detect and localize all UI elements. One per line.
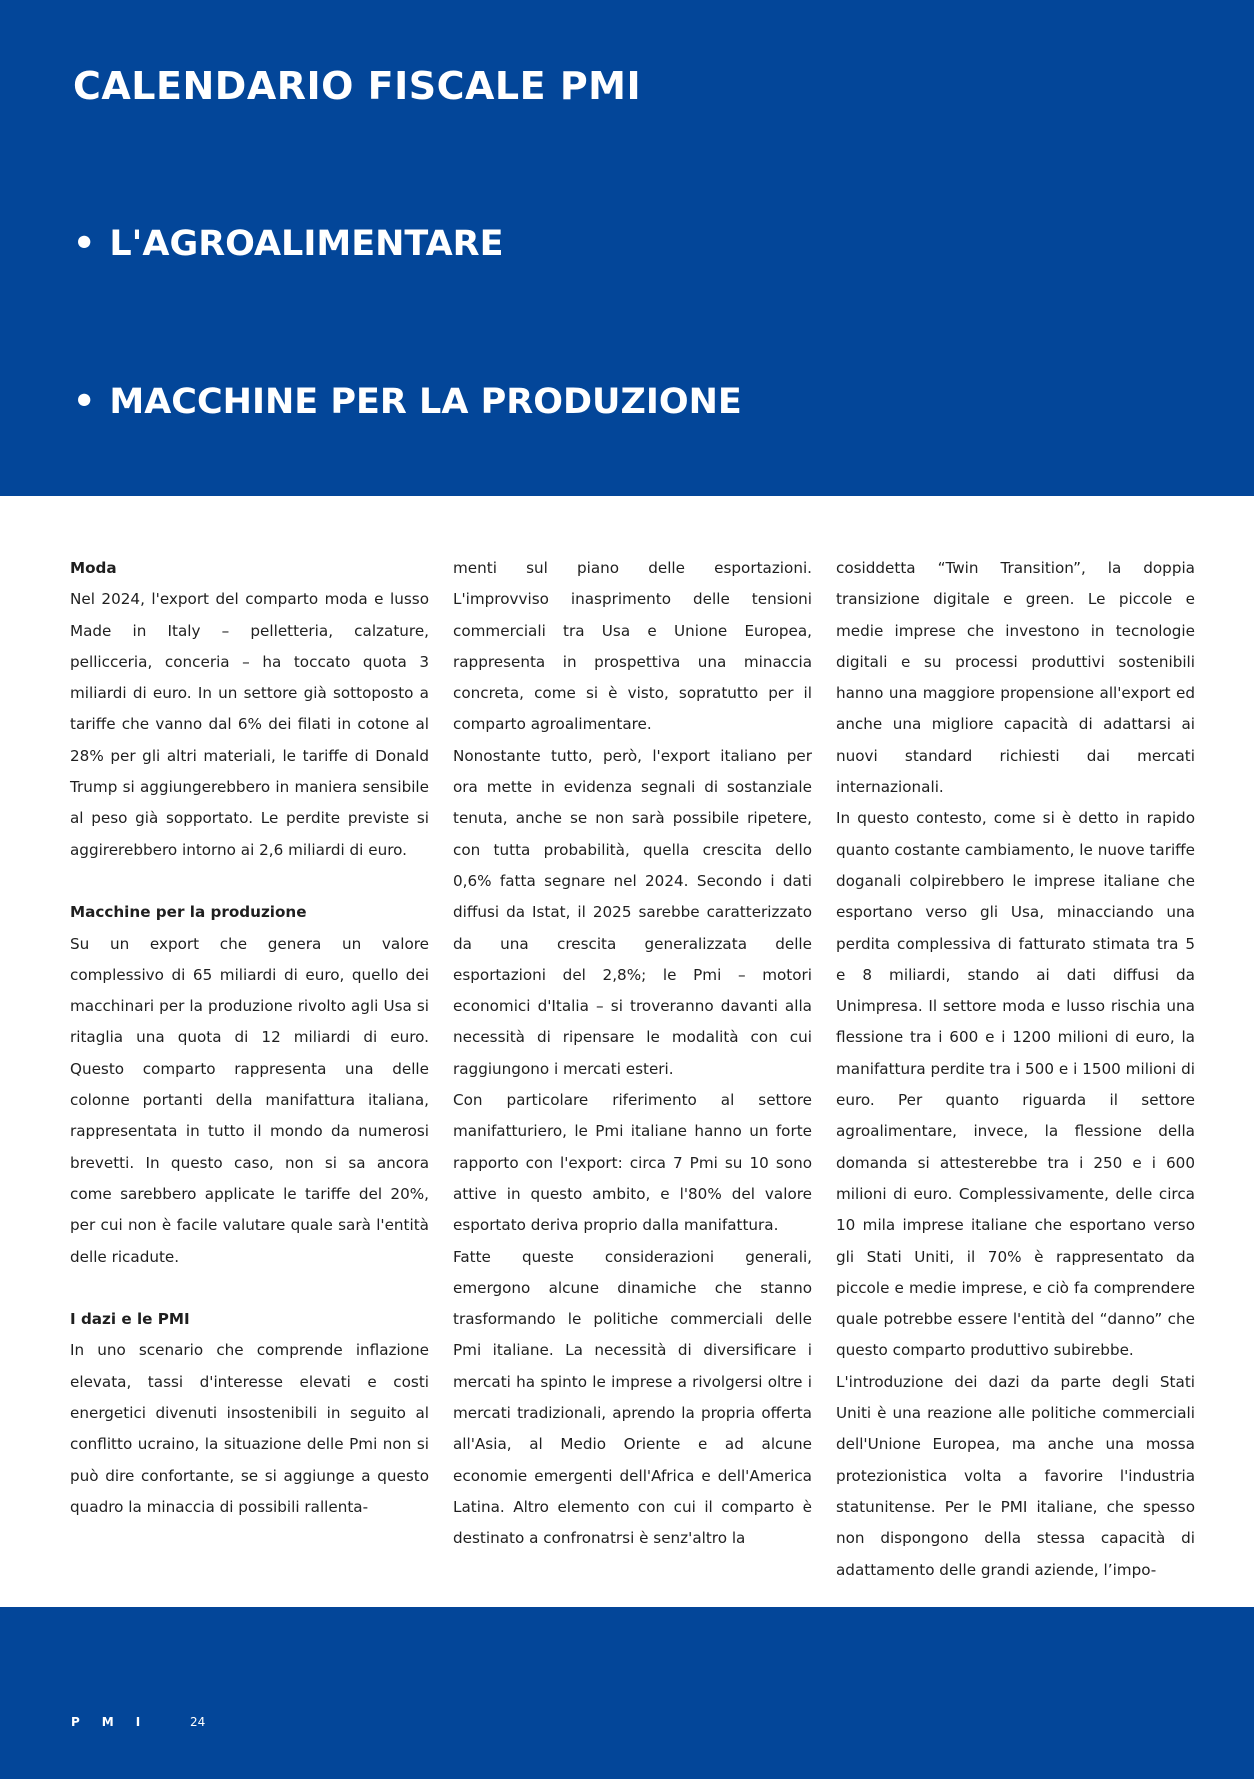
subheading-macchine: Macchine per la produzione [70, 903, 307, 922]
section-title-macchine [73, 382, 742, 422]
article-column-2 [453, 553, 812, 1555]
bullet-icon: • [73, 382, 96, 422]
footer-publication-label: PMI [71, 1715, 163, 1729]
subheading-dazi: I dazi e le PMI [70, 1310, 190, 1329]
article-body [70, 553, 1198, 1579]
paragraph: Nonostante tutto, però, l'export italiano per ora mette in evidenza segnali di sostanziale tenuta, anche se non sarà possibile ripetere, con tutta probabilità, quella crescita dello 0,6% fatta segnare nel 2024. Secondo i dati diffusi da Istat, il 2025 sarebbe caratterizzato da una crescita generalizzata delle esportazioni del 2,8%; le Pmi – motori economici d'Italia – si troveranno davanti alla necessità di ripensare le modalità con cui raggiungono i mercati esteri. [453, 746, 812, 1078]
paragraph: Su un export che genera un valore complessivo di 65 miliardi di euro, quello dei macchinari per la produzione rivolto agli Usa si ritaglia una quota di 12 miliardi di euro. Questo comparto rappresenta una delle colonne portanti della manifattura italiana, rappresentata in tutto il mondo da numerosi brevetti. In questo caso, non si sa ancora come sarebbero applicate le tariffe del 20%, per cui non è facile valutare quale sarà l'entità delle ricadute. [70, 934, 429, 1266]
paragraph: cosiddetta “Twin Transition”, la doppia transizione digitale e green. Le piccole e medie imprese che investono in tecnologie digitali e su processi produttivi sostenibili hanno una maggiore propensione all'export ed anche una migliore capacità di adattarsi ai nuovi standard richiesti dai mercati internazionali. [836, 559, 1195, 797]
page-number: 24 [190, 1715, 206, 1729]
paragraph: L'introduzione dei dazi da parte degli Stati Uniti è una reazione alle politiche commerciali dell'Unione Europea, ma anche una mossa protezionistica volta a favorire l'industria statunitense. Per le PMI italiane, che spesso non dispongono della stessa capacità di adattamento delle grandi aziende, l’impo- [836, 1372, 1195, 1579]
header-banner [0, 0, 1254, 496]
paragraph: Nel 2024, l'export del comparto moda e lusso Made in Italy – pelletteria, calzature, pellicceria, conceria – ha toccato quota 3 miliardi di euro. In un settore già sottoposto a tariffe che vanno dal 6% dei filati in cotone al 28% per gli altri materiali, le tariffe di Donald Trump si aggiungerebbero in maniera sensibile al peso già sopportato. Le perdite previste si aggirerebbero intorno ai 2,6 miliardi di euro. [70, 590, 429, 859]
footer-banner [0, 1607, 1254, 1779]
paragraph: In questo contesto, come si è detto in rapido quanto costante cambiamento, le nuove tariffe doganali colpirebbero le imprese italiane che esportano verso gli Usa, minacciando una perdita complessiva di fatturato stimata tra 5 e 8 miliardi, stando ai dati diffusi da Unimpresa. Il settore moda e lusso rischia una flessione tra i 600 e i 1200 milioni di euro, la manifattura perdite tra i 500 e i 1500 milioni di euro. Per quanto riguarda il settore agroalimentare, invece, la flessione della domanda si attesterebbe tra i 250 e i 600 milioni di euro. Complessivamente, delle circa 10 mila imprese italiane che esportano verso gli Stati Uniti, il 70% è rappresentato da piccole e medie imprese, e ciò fa comprendere quale potrebbe essere l'entità del “danno” che questo comparto produttivo subirebbe. [836, 809, 1195, 1360]
subheading-moda: Moda [70, 559, 117, 577]
paragraph: Fatte queste considerazioni generali, emergono alcune dinamiche che stanno trasformando le politiche commerciali delle Pmi italiane. La necessità di diversificare i mercati ha spinto le imprese a rivolgersi oltre i mercati tradizionali, aprendo la propria offerta all'Asia, al Medio Oriente e ad alcune economie emergenti dell'Africa e dell'America Latina. Altro elemento con cui il comparto è destinato a confronatrsi è senz'altro la [453, 1247, 812, 1548]
page-title: CALENDARIO FISCALE PMI [73, 64, 642, 108]
section-label: MACCHINE PER LA PRODUZIONE [109, 382, 742, 422]
paragraph: Con particolare riferimento al settore manifatturiero, le Pmi italiane hanno un forte rapporto con l'export: circa 7 Pmi su 10 sono attive in questo ambito, e l'80% del valore esportato deriva proprio dalla manifattura. [453, 1091, 812, 1235]
article-column-1 [70, 553, 429, 1523]
paragraph: In uno scenario che comprende inflazione elevata, tassi d'interesse elevati e costi energetici divenuti insostenibili in seguito al conflitto ucraino, la situazione delle Pmi non si può dire confortante, se si aggiunge a questo quadro la minaccia di possibili rallenta- [70, 1341, 429, 1516]
paragraph: menti sul piano delle esportazioni. L'improvviso inasprimento delle tensioni commerciali tra Usa e Unione Europea, rappresenta in prospettiva una minaccia concreta, come si è visto, sopratutto per il comparto agroalimentare. [453, 559, 812, 734]
section-label: L'AGROALIMENTARE [109, 224, 504, 264]
bullet-icon: • [73, 224, 96, 264]
article-column-3 [836, 553, 1195, 1586]
section-title-agroalimentare [73, 224, 504, 264]
